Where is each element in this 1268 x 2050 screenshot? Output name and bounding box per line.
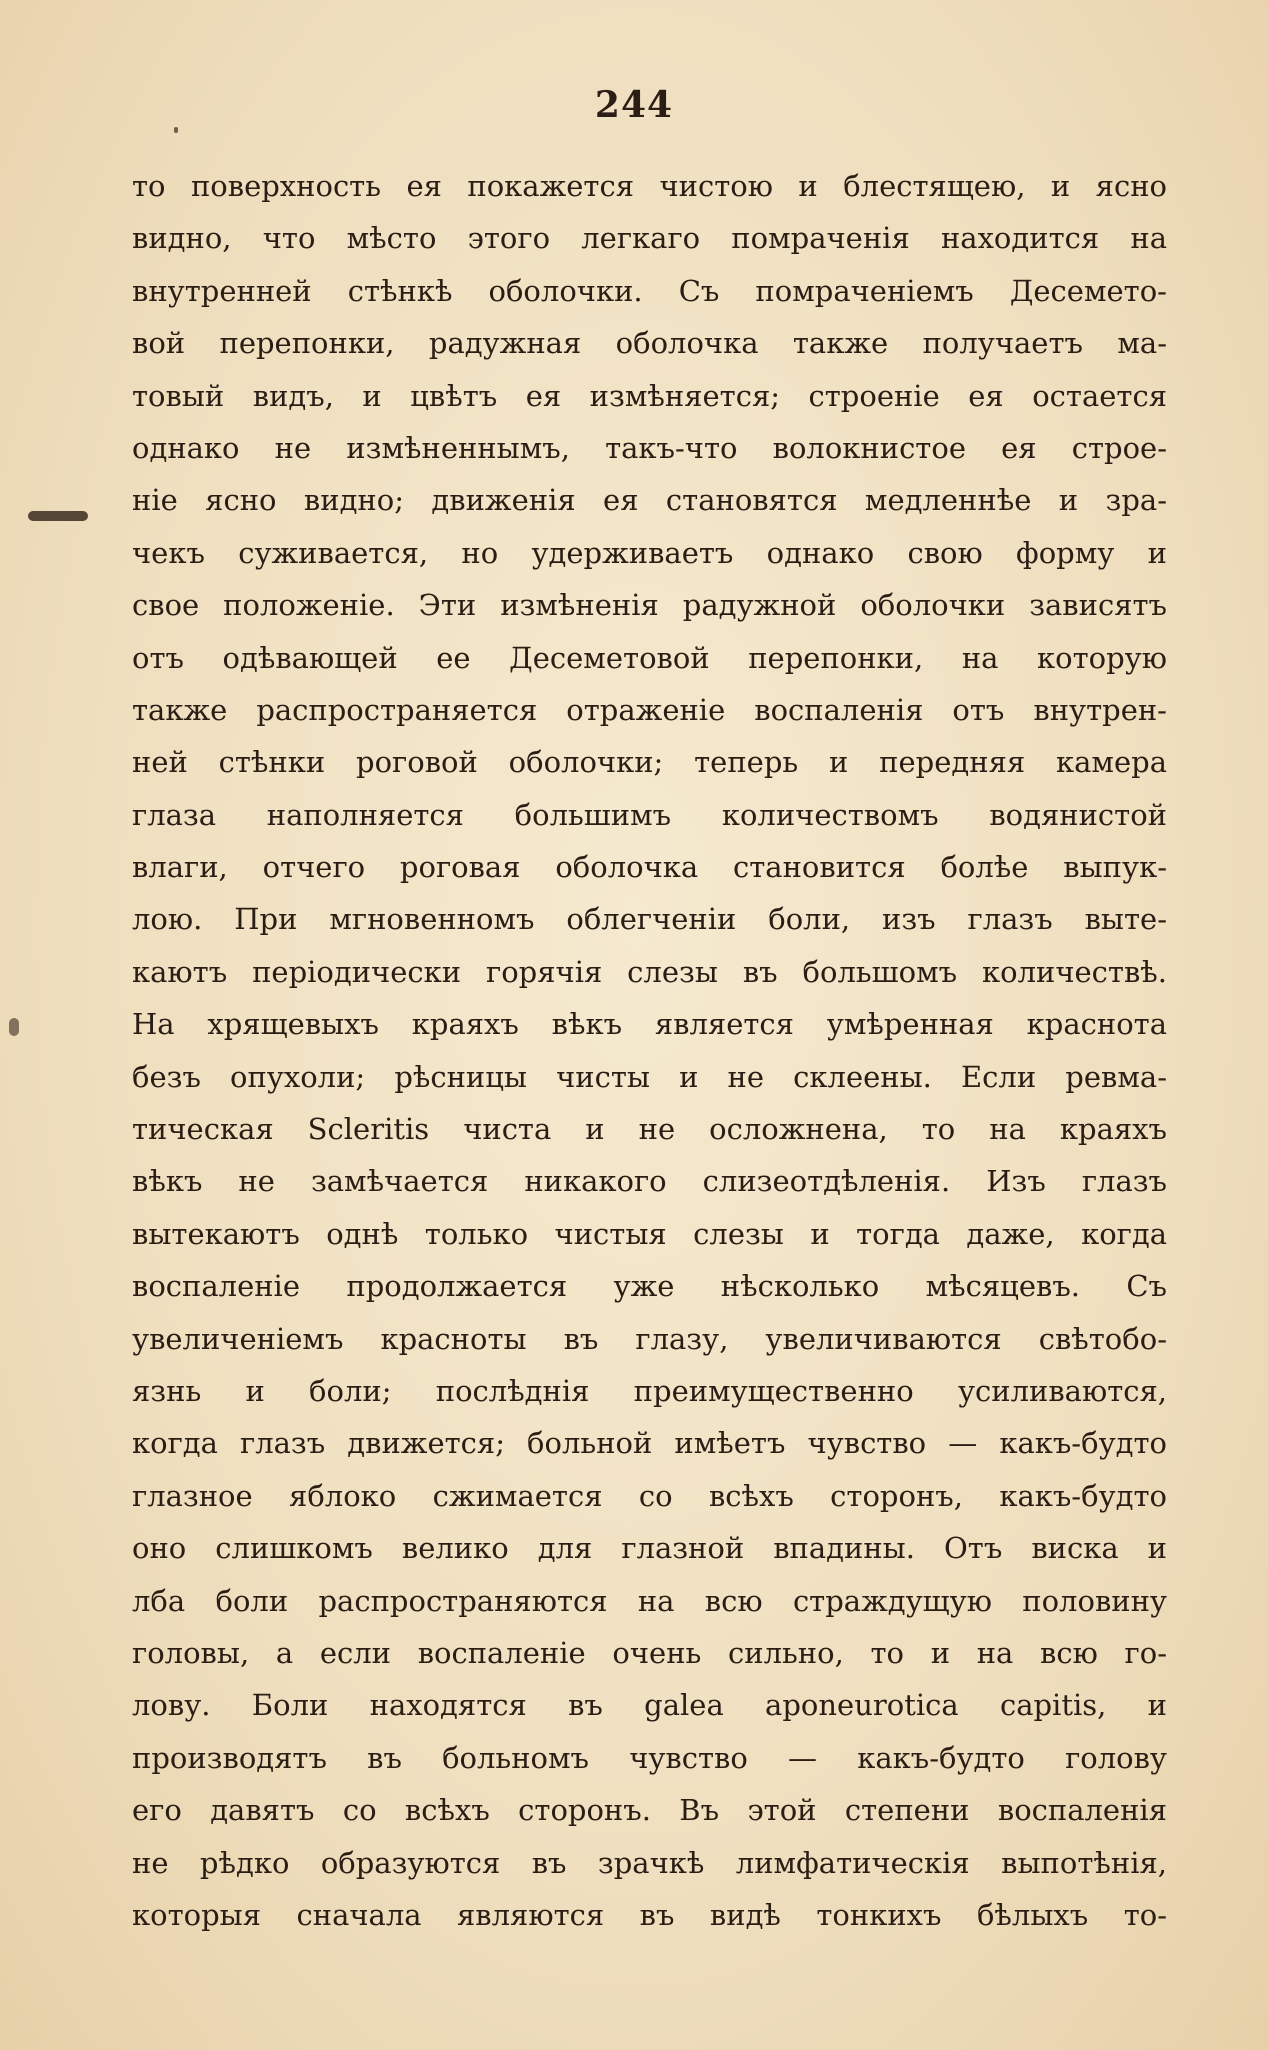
text-line: его давятъ со всѣхъ сторонъ. Въ этой степени воспаленія [132,1793,1167,1828]
text-line: безъ опухоли; рѣсницы чисты и не склеены. Если ревма- [132,1059,1167,1094]
text-line: отъ одѣвающей ее Десеметовой перепонки, на которую [132,640,1167,675]
text-line: тическая Scleritis чиста и не осложнена, то на краяхъ [132,1112,1167,1147]
text-line: видно, что мѣсто этого легкаго помраченія находится на [132,221,1167,256]
text-line: На хрящевыхъ краяхъ вѣкъ является умѣренная краснота [132,1007,1167,1042]
text-line: которыя сначала являются въ видѣ тонкихъ бѣлыхъ то- [132,1897,1167,1932]
text-line: лову. Боли находятся въ galea aponeurotica capitis, и [132,1688,1167,1723]
text-line: однако не измѣненнымъ, такъ-что волокнистое ея строе- [132,430,1167,465]
text-line: когда глазъ движется; больной имѣетъ чувство — какъ-будто [132,1426,1167,1461]
text-line: также распространяется отраженіе воспаленія отъ внутрен- [132,692,1167,727]
margin-ink-spot [9,1018,19,1036]
text-line: вѣкъ не замѣчается никакого слизеотдѣленія. Изъ глазъ [132,1164,1167,1199]
text-line: оно слишкомъ велико для глазной впадины. Отъ виска и [132,1531,1167,1566]
body-text [132,160,1167,1941]
text-line: головы, а если воспаленіе очень сильно, то и на всю го- [132,1635,1167,1670]
text-line: внутренней стѣнкѣ оболочки. Съ помраченіемъ Десемето- [132,273,1167,308]
text-line: вой перепонки, радужная оболочка также получаетъ ма- [132,326,1167,361]
text-line: каютъ періодически горячія слезы въ большомъ количествѣ. [132,954,1167,989]
text-line: увеличеніемъ красноты въ глазу, увеличиваются свѣтобо- [132,1321,1167,1356]
text-line: чекъ суживается, но удерживаетъ однако свою форму и [132,535,1167,570]
page-number: 244 [594,84,674,126]
text-line: производятъ въ больномъ чувство — какъ-будто голову [132,1740,1167,1775]
ink-speck [174,127,178,133]
text-line: вытекаютъ однѣ только чистыя слезы и тогда даже, когда [132,1216,1167,1251]
text-line: ней стѣнки роговой оболочки; теперь и передняя камера [132,745,1167,780]
text-line: не рѣдко образуются въ зрачкѣ лимфатическія выпотѣнія, [132,1845,1167,1880]
text-line: лба боли распространяются на всю страждущую половину [132,1583,1167,1618]
text-line: глазное яблоко сжимается со всѣхъ сторонъ, какъ-будто [132,1478,1167,1513]
margin-ink-mark [28,511,88,521]
text-line: глаза наполняется большимъ количествомъ водянистой [132,797,1167,832]
text-line: товый видъ, и цвѣтъ ея измѣняется; строеніе ея остается [132,378,1167,413]
text-line: влаги, отчего роговая оболочка становится болѣе выпук- [132,850,1167,885]
text-line: лою. При мгновенномъ облегченіи боли, изъ глазъ выте- [132,902,1167,937]
text-line: язнь и боли; послѣднія преимущественно усиливаются, [132,1373,1167,1408]
text-line: воспаленіе продолжается уже нѣсколько мѣсяцевъ. Съ [132,1269,1167,1304]
text-line: ніе ясно видно; движенія ея становятся медленнѣе и зра- [132,483,1167,518]
text-line: то поверхность ея покажется чистою и блестящею, и ясно [132,169,1167,203]
text-line: свое положеніе. Эти измѣненія радужной оболочки зависятъ [132,588,1167,623]
